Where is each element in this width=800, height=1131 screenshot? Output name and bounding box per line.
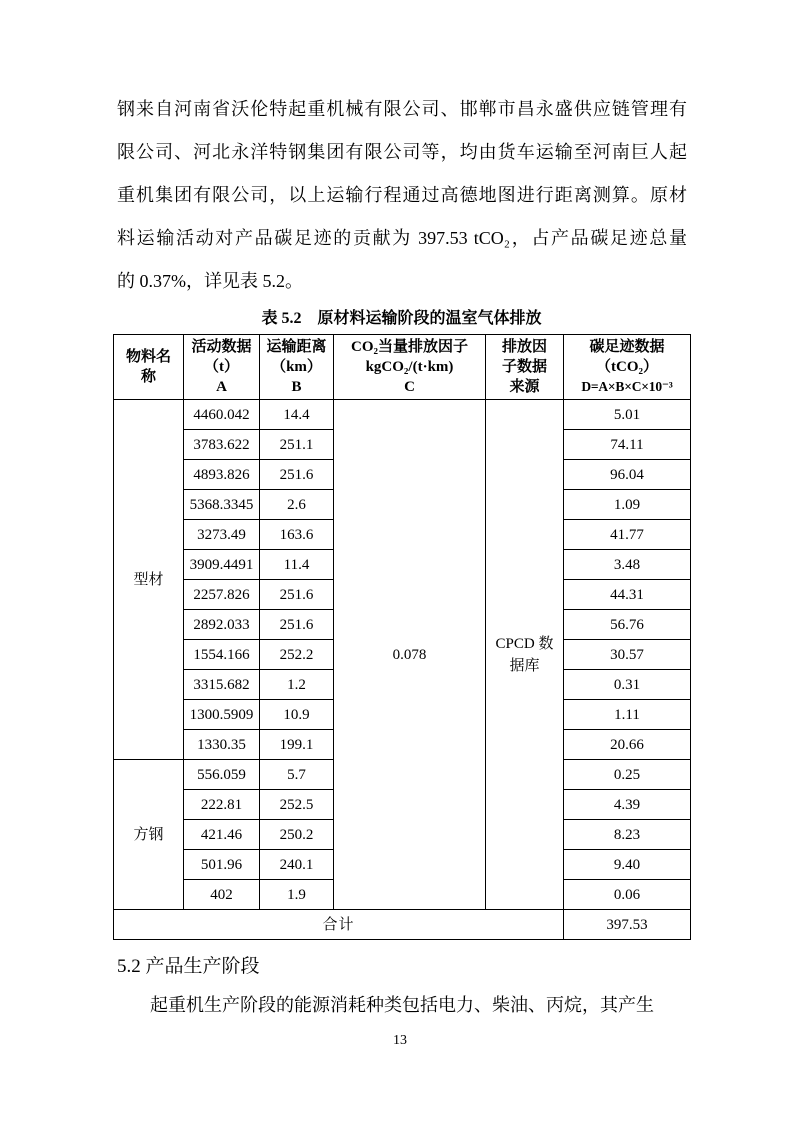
cell-transport-distance: 251.6 [260, 610, 334, 640]
header-line: 子数据 [501, 359, 547, 375]
cell-activity-data: 2257.826 [184, 580, 260, 610]
cell-emission-factor: 0.078 [334, 400, 486, 910]
cell-activity-data: 3315.682 [184, 670, 260, 700]
cell-carbon-footprint: 0.06 [564, 880, 691, 910]
section-paragraph: 起重机生产阶段的能源消耗种类包括电力、柴油、丙烷，其产生 [150, 995, 654, 1015]
cell-transport-distance: 251.6 [260, 460, 334, 490]
section-heading: 5.2 产品生产阶段 [117, 956, 260, 977]
col-header-emission-factor [334, 335, 486, 400]
cell-factor-source [486, 400, 564, 910]
cell-transport-distance: 2.6 [260, 490, 334, 520]
total-label: 合计 [114, 910, 564, 940]
cell-activity-data: 222.81 [184, 790, 260, 820]
cell-transport-distance: 14.4 [260, 400, 334, 430]
paragraph-line: 料运输活动对产品碳足迹的贡献为 397.53 tCO₂，占产品碳足迹总量 [117, 228, 687, 248]
cell-activity-data: 421.46 [184, 820, 260, 850]
header-line: A [216, 379, 227, 395]
cell-activity-data: 3909.4491 [184, 550, 260, 580]
emissions-table-body [114, 400, 691, 940]
cell-carbon-footprint: 30.57 [564, 640, 691, 670]
col-header-material [114, 335, 184, 400]
cell-carbon-footprint: 44.31 [564, 580, 691, 610]
cell-carbon-footprint: 20.66 [564, 730, 691, 760]
cell-activity-data: 2892.033 [184, 610, 260, 640]
header-line: CO₂当量排放因子 [351, 339, 468, 355]
cell-carbon-footprint: 96.04 [564, 460, 691, 490]
cell-activity-data: 4893.826 [184, 460, 260, 490]
factor-source-line: 据库 [509, 657, 540, 674]
cell-activity-data: 556.059 [184, 760, 260, 790]
col-header-distance [260, 335, 334, 400]
col-header-activity [184, 335, 260, 400]
cell-carbon-footprint: 4.39 [564, 790, 691, 820]
cell-transport-distance: 1.9 [260, 880, 334, 910]
cell-material-name: 型材 [114, 400, 184, 760]
cell-activity-data: 402 [184, 880, 260, 910]
cell-carbon-footprint: 1.11 [564, 700, 691, 730]
table-caption: 表 5.2 原材料运输阶段的温室气体排放 [261, 310, 542, 327]
cell-transport-distance: 251.6 [260, 580, 334, 610]
cell-carbon-footprint: 74.11 [564, 430, 691, 460]
cell-carbon-footprint: 0.25 [564, 760, 691, 790]
header-line: 称 [140, 369, 156, 385]
cell-material-name: 方钢 [114, 760, 184, 910]
table-row [114, 400, 691, 430]
cell-carbon-footprint: 41.77 [564, 520, 691, 550]
page-content [117, 88, 687, 1020]
cell-carbon-footprint: 5.01 [564, 400, 691, 430]
cell-activity-data: 1554.166 [184, 640, 260, 670]
col-header-factor-source [486, 335, 564, 400]
cell-carbon-footprint: 3.48 [564, 550, 691, 580]
header-line: B [291, 379, 302, 395]
cell-activity-data: 3783.622 [184, 430, 260, 460]
cell-transport-distance: 199.1 [260, 730, 334, 760]
header-line: （km） [271, 359, 322, 375]
cell-carbon-footprint: 0.31 [564, 670, 691, 700]
header-formula: D=A×B×C×10⁻³ [581, 379, 673, 394]
cell-carbon-footprint: 1.09 [564, 490, 691, 520]
paragraph-line: 的 0.37%，详见表 5.2。 [117, 271, 303, 291]
cell-transport-distance: 10.9 [260, 700, 334, 730]
header-line: 运输距离 [266, 339, 327, 355]
col-header-footprint [564, 335, 691, 400]
cell-activity-data: 1300.5909 [184, 700, 260, 730]
total-value: 397.53 [564, 910, 691, 940]
cell-carbon-footprint: 9.40 [564, 850, 691, 880]
cell-transport-distance: 252.2 [260, 640, 334, 670]
cell-transport-distance: 163.6 [260, 520, 334, 550]
cell-activity-data: 501.96 [184, 850, 260, 880]
cell-transport-distance: 240.1 [260, 850, 334, 880]
header-line: 来源 [509, 379, 540, 395]
table-header-row [114, 335, 691, 400]
cell-transport-distance: 250.2 [260, 820, 334, 850]
cell-transport-distance: 5.7 [260, 760, 334, 790]
cell-activity-data: 4460.042 [184, 400, 260, 430]
paragraph-line: 重机集团有限公司，以上运输行程通过高德地图进行距离测算。原材 [117, 185, 687, 205]
intro-paragraph [117, 88, 687, 303]
cell-transport-distance: 11.4 [260, 550, 334, 580]
header-line: 活动数据 [191, 339, 252, 355]
cell-carbon-footprint: 56.76 [564, 610, 691, 640]
table-header [114, 335, 691, 400]
factor-source-line: CPCD 数 [495, 635, 554, 652]
header-line: 物料名 [125, 349, 171, 365]
cell-transport-distance: 251.1 [260, 430, 334, 460]
table-total-row [114, 910, 691, 940]
emissions-table [113, 334, 691, 940]
cell-transport-distance: 1.2 [260, 670, 334, 700]
paragraph-line: 钢来自河南省沃伦特起重机械有限公司、邯郸市昌永盛供应链管理有 [117, 99, 687, 119]
cell-activity-data: 3273.49 [184, 520, 260, 550]
page-number: 13 [393, 1033, 407, 1048]
cell-transport-distance: 252.5 [260, 790, 334, 820]
header-line: （t） [204, 359, 239, 375]
cell-carbon-footprint: 8.23 [564, 820, 691, 850]
header-line: C [404, 379, 415, 395]
header-line: 碳足迹数据 [589, 339, 665, 355]
header-line: 排放因 [501, 339, 547, 355]
cell-activity-data: 1330.35 [184, 730, 260, 760]
header-line: kgCO₂/(t·km) [365, 359, 454, 375]
paragraph-line: 限公司、河北永洋特钢集团有限公司等，均由货车运输至河南巨人起 [117, 142, 687, 162]
header-line: （tCO₂） [596, 359, 658, 375]
cell-activity-data: 5368.3345 [184, 490, 260, 520]
